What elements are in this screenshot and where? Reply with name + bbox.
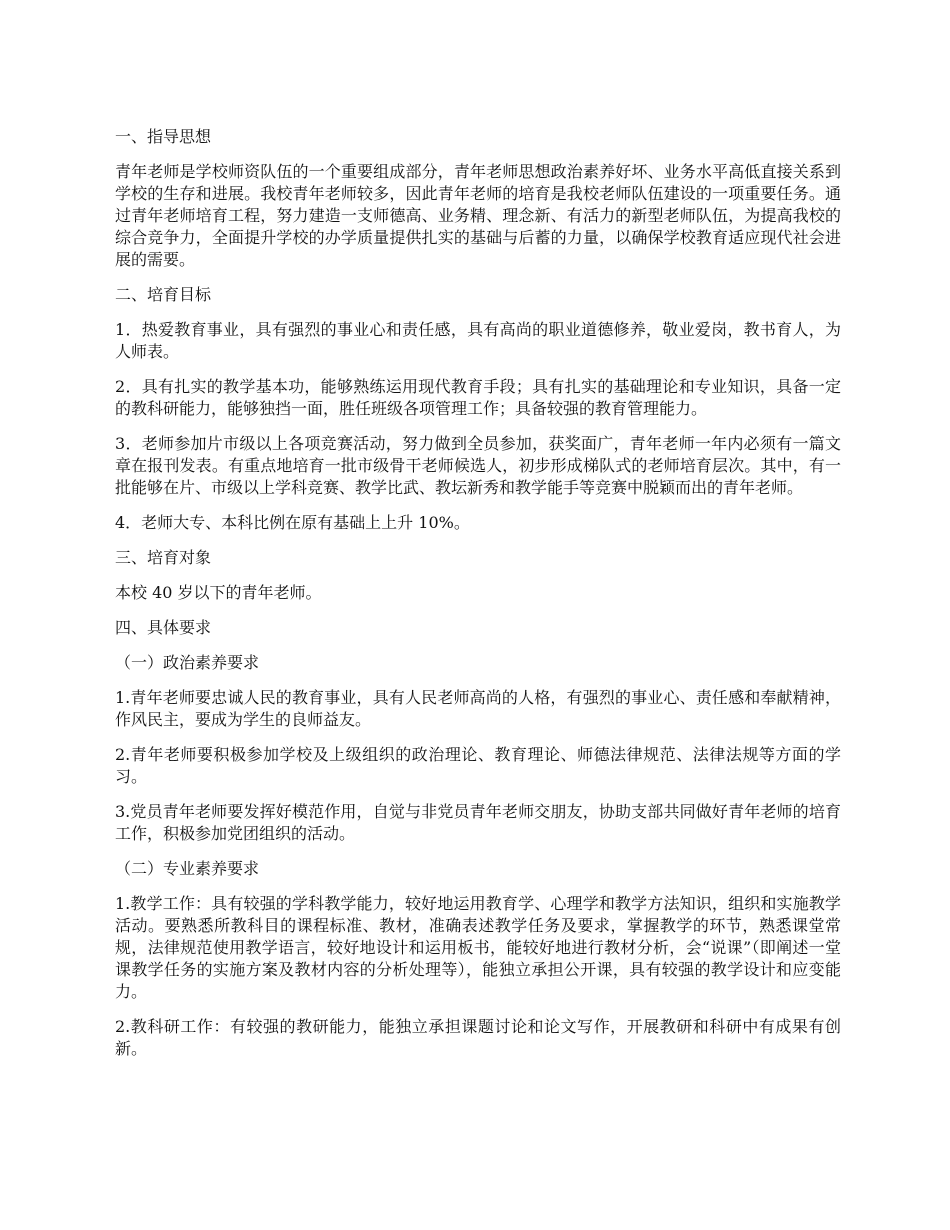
paragraph-political-2: 2.青年老师要积极参加学校及上级组织的政治理论、教育理论、师德法律规范、法律法规等方面的学习。 xyxy=(115,745,841,786)
subsection-heading-political-quality: （一）政治素养要求 xyxy=(115,653,260,672)
section-heading-training-goals: 二、培育目标 xyxy=(115,285,212,304)
paragraph-goal-4: 4．老师大专、本科比例在原有基础上上升 10%。 xyxy=(115,513,470,532)
document-page xyxy=(115,126,841,1073)
subsection-heading-professional-quality: （二）专业素养要求 xyxy=(115,859,260,878)
paragraph-guiding-ideology: 青年老师是学校师资队伍的一个重要组成部分，青年老师思想政治素养好坏、业务水平高低直接关系到学校的生存和进展。我校青年老师较多，因此青年老师的培育是我校老师队伍建设的一项重要任务。通过青年老师培育工程，努力建造一支师德高、业务精、理念新、有活力的新型老师队伍，为提高我校的综合竞争力，全面提升学校的办学质量提供扎实的基础与后蓄的力量，以确保学校教育适应现代社会进展的需要。 xyxy=(115,162,841,269)
paragraph-professional-2: 2.教科研工作：有较强的教研能力，能独立承担课题讨论和论文写作，开展教研和科研中有成果有创新。 xyxy=(115,1017,841,1058)
paragraph-training-targets: 本校 40 岁以下的青年老师。 xyxy=(115,583,322,602)
section-heading-guiding-ideology: 一、指导思想 xyxy=(115,127,212,146)
paragraph-goal-3: 3．老师参加片市级以上各项竞赛活动，努力做到全员参加，获奖面广，青年老师一年内必须有一篇文章在报刊发表。有重点地培育一批市级骨干老师候选人，初步形成梯队式的老师培育层次。其中，有一批能够在片、市级以上学科竞赛、教学比武、教坛新秀和教学能手等竞赛中脱颖而出的青年老师。 xyxy=(115,434,841,497)
section-heading-training-targets: 三、培育对象 xyxy=(115,548,212,567)
paragraph-professional-1: 1.教学工作：具有较强的学科教学能力，较好地运用教育学、心理学和教学方法知识，组织和实施教学活动。要熟悉所教科目的课程标准、教材，准确表述教学任务及要求，掌握教学的环节，熟悉课堂常规，法律规范使用教学语言，较好地设计和运用板书，能较好地进行教材分析，会“说课”（即阐述一堂课教学任务的实施方案及教材内容的分析处理等），能独立承担公开课，具有较强的教学设计和应变能力。 xyxy=(115,894,841,1001)
paragraph-political-1: 1.青年老师要忠诚人民的教育事业，具有人民老师高尚的人格，有强烈的事业心、责任感和奉献精神，作风民主，要成为学生的良师益友。 xyxy=(115,688,841,729)
section-heading-specific-requirements: 四、具体要求 xyxy=(115,618,212,637)
paragraph-political-3: 3.党员青年老师要发挥好模范作用，自觉与非党员青年老师交朋友，协助支部共同做好青年老师的培育工作，积极参加党团组织的活动。 xyxy=(115,802,841,843)
paragraph-goal-2: 2．具有扎实的教学基本功，能够熟练运用现代教育手段；具有扎实的基础理论和专业知识，具备一定的教科研能力，能够独挡一面，胜任班级各项管理工作；具备较强的教育管理能力。 xyxy=(115,377,841,418)
paragraph-goal-1: 1．热爱教育事业，具有强烈的事业心和责任感，具有高尚的职业道德修养，敬业爱岗，教书育人，为人师表。 xyxy=(115,320,841,361)
